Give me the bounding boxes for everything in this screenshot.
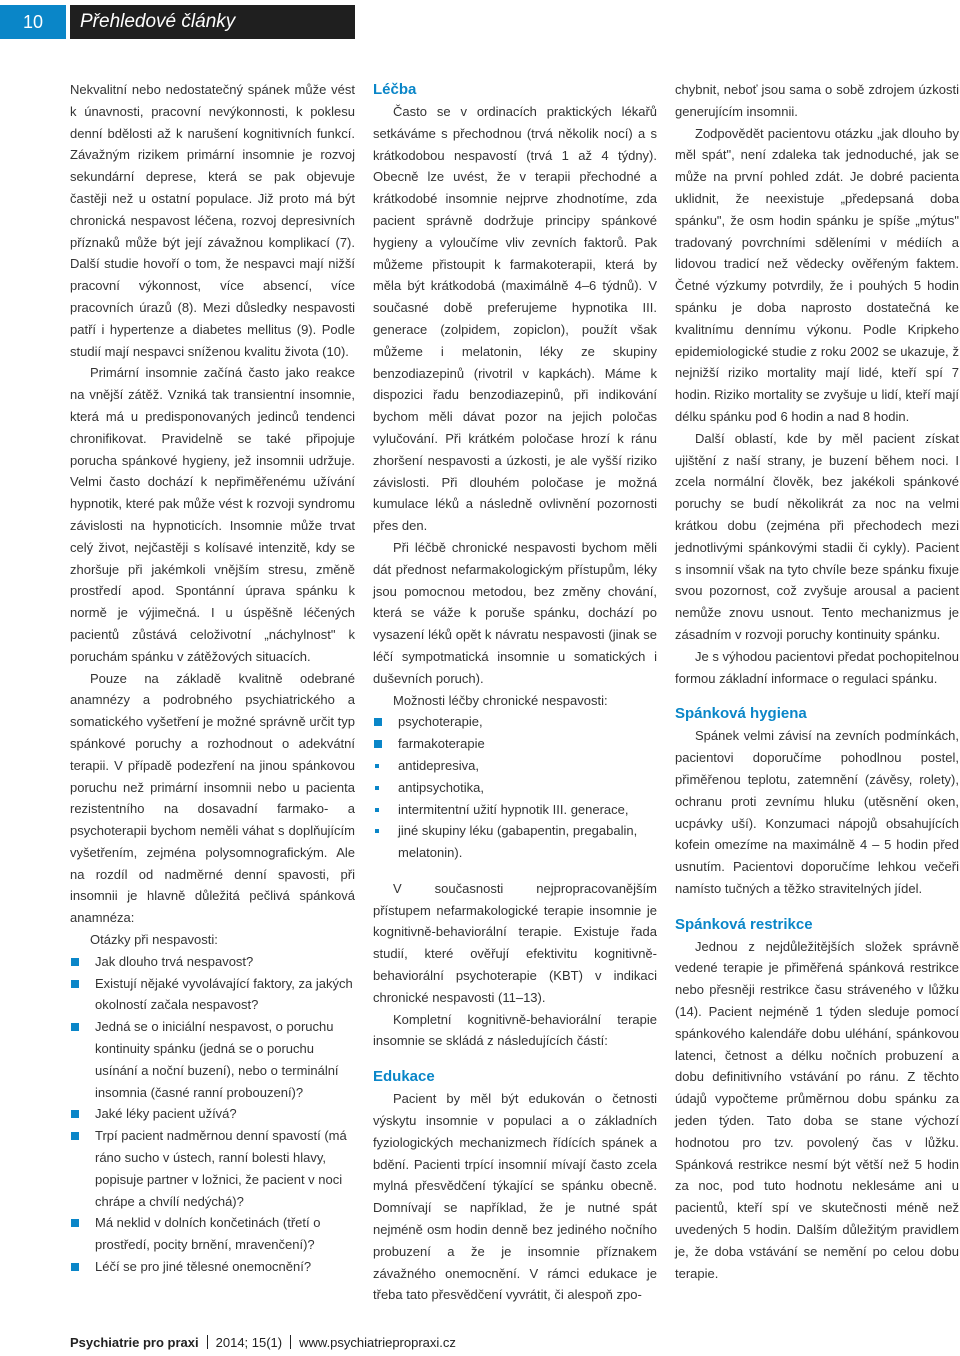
list-item: jiné skupiny léku (gabapentin, pregabalin, melatonin). — [373, 820, 657, 864]
square-bullet-icon — [71, 1110, 79, 1118]
col2-paragraph-5: Pacient by měl být edukován o četnosti výskytu insomnie v populaci a o základních fyziologických mechanizmech řídících spánek a bdění. Pacienti trpící insomnií mívají často zcela mylná přesvědčení týkající se spánku obecně. Domnívají se například, že je nutné spát nejméně osm hodin denně bez jediného nočního probuzení a že je insomnie příznakem závažného onemocnění. V rámci edukace je třeba tato přesvědčení vyvrátit, či alespoň zpo- — [373, 1091, 657, 1303]
column-2 — [373, 79, 657, 1306]
heading-spankova-restrikce: Spánková restrikce — [675, 915, 813, 933]
questions-intro: Otázky při nespavosti: — [90, 932, 218, 948]
list-item: Jak dlouho trvá nespavost? — [70, 951, 355, 973]
col2-paragraph-3: V současnosti nejpropracovanějším přístupem nefarmakologické terapie insomnie je kognitivně-behaviorální terapie. Existuje řada studií, které ověřují efektivitu kognitivně-behaviorální psychoterapie (KBT) v indikaci chronické nespavosti (11–13). — [373, 880, 657, 1005]
spacer — [373, 1052, 657, 1066]
col1-paragraph-3: Pouze na základě kvalitně odebrané anamnézy a podrobného psychiatrického a somatického vyšetření je možné správně určit typ spánkové poruchy a rozhodnout o adekvátní terapii. V případě podezření na jinou spánkovou poruchu než primární insomnii nebo u pacienta rezistentního na dosavadní farmako- a psychoterapii bychom neměli váhat s doplňujícím vyšetřením, zejména polysomnografickým. Ale na rozdíl od nadměrné denní spavosti, při insomnii je hlavně důležitá pečlivá spánková anamnéza: — [70, 670, 355, 926]
list-item: intermitentní užití hypnotik III. generace, — [373, 799, 657, 821]
spacer — [675, 689, 959, 703]
small-bullet-icon — [375, 786, 379, 790]
square-bullet-icon — [71, 958, 79, 966]
journal-website[interactable]: www.psychiatriepropraxi.cz — [299, 1335, 456, 1350]
list-item: Léčí se pro jiné tělesné onemocnění? — [70, 1256, 355, 1278]
col2-paragraph-4: Kompletní kognitivně-behaviorální terapie insomnie se skládá z následujících částí: — [373, 1011, 657, 1049]
journal-issue: 2014; 15(1) — [215, 1335, 283, 1350]
square-bullet-icon — [374, 740, 382, 748]
footer-divider — [290, 1335, 291, 1349]
list-item: Existují nějaké vyvolávající faktory, za jakých okolností začala nespavost? — [70, 973, 355, 1017]
column-1 — [70, 79, 355, 1278]
list-item: Jedná se o iniciální nespavost, o poruchu kontinuity spánku (jedná se o poruchu usínání a noční buzení), nebo o terminální insomnia (časné ranní probouzení)? — [70, 1016, 355, 1103]
page-header — [0, 5, 355, 39]
questions-list — [70, 951, 355, 1278]
col3-paragraph-5: Spánek velmi závisí na zevních podmínkách, pacientovi doporučíme pohodlnou postel, přiměřenou teplotu, zatemnění (závěsy, rolety), ochranu proti zevnímu hluku (utěsnění oken, ucpávky uší). Konzumaci nápojů obsahujících kofein omezíme na maximálně 4 – 5 hodin před usnutím. Pacientovi doporučíme lehkou večeři namísto tučných a těžko stravitelných jídel. — [675, 728, 959, 896]
col3-paragraph-3: Další oblastí, kde by měl pacient získat ujištění z naší strany, je buzení během noci. I zcela normální člověk, bez jakékoli spánkové poruchy se budí několikrát za noc na velmi krátkou dobu (zejména při přechodech mezi jednotlivými spánkovými stadii či cykly). Pacient s insomnií však na tyto chvíle beze spánku fixuje svou pozornost, což zvyšuje arousal a pacient nemůže znovu usnout. Tento mechanizmus je zásadním v rozvoji poruchy kontinuity spánku. — [675, 430, 959, 642]
list-item: farmakoterapie — [373, 733, 657, 755]
journal-name: Psychiatrie pro praxi — [70, 1335, 199, 1350]
square-bullet-icon — [374, 718, 382, 726]
col2-paragraph-1: Často se v ordinacích praktických lékařů setkáváme s přechodnou (trvá několik nocí) a s krátkodobou nespavostí (trvá 1 až 4 týdny). Obecně lze uvést, že v terapii přechodné a krátkodobé insomnie nejprve zhodnotíme, zda pacient správně dodržuje principy spánkové hygieny a vyloučíme vliv zevních faktorů. Pak můžeme přistoupit k farmakoterapii, která by měla být krátkodobá (maximálně 4–6 týdnů). V současné době preferujeme hypnotika III. generace (zolpidem, zopiclon), použít však můžeme i melatonin, léky ze skupiny benzodiazepinů (rivotril v kapkách). Máme k dispozici řadu benzodiazepinů, při indikování bychom měli dávat pozor na jejich poločas vylučování. Při krátkém poločase hrozí k ránu zhoršení nespavosti a úzkosti, je ale vyšší riziko závislosti. Při dlouhém poločase je možná kumulace léků a následně ovlivnění pozornosti přes den. — [373, 104, 657, 534]
square-bullet-icon — [71, 1023, 79, 1031]
square-bullet-icon — [71, 980, 79, 988]
page-number: 10 — [0, 5, 66, 39]
list-item: antidepresiva, — [373, 755, 657, 777]
small-bullet-icon — [375, 764, 379, 768]
options-intro: Možnosti léčby chronické nespavosti: — [393, 692, 608, 708]
col3-paragraph-1: chybnit, neboť jsou sama o sobě zdrojem úzkosti generujícím insomnii. — [675, 82, 959, 119]
list-item: Trpí pacient nadměrnou denní spavostí (má ráno sucho v ústech, ranní bolesti hlavy, popisuje partner v ložnici, že pacient v noci chrápe a chvílí nedýchá)? — [70, 1125, 355, 1212]
small-bullet-icon — [375, 808, 379, 812]
col3-paragraph-4: Je s výhodou pacientovi předat pochopitelnou formou základní informace o regulaci spánku. — [675, 648, 959, 686]
section-title: Přehledové články — [70, 5, 355, 39]
spacer — [675, 900, 959, 914]
options-list — [373, 711, 657, 755]
col1-paragraph-2: Primární insomnie začíná často jako reakce na vnější zátěž. Vzniká tak transientní insomnie, která má u predisponovaných jedinců tendenci chronifikovat. Pravidelně se také připojuje porucha spánkové hygieny, jež insomnii udržuje. Velmi často dochází k nepřiměřenému užívání hypnotik, které pak může vést k rozvoji syndromu závislosti na hypnoticích. Insomnie může trvat celý život, nejčastěji s kolísavé intenzitě, kdy se zhoršuje při jakémkoli vnějším stresu, změně prostředí apod. Spontánní úprava spánku k normě je výjimečná. I u úspěšně léčených pacientů zůstává celoživotní „náchylnost" k poruchám spánku v zátěžových situacích. — [70, 365, 355, 664]
list-item: antipsychotika, — [373, 777, 657, 799]
spacer — [373, 864, 657, 878]
page-footer — [70, 1335, 456, 1350]
col2-paragraph-2: Při léčbě chronické nespavosti bychom měli dát přednost nefarmakologickým přístupům, léky jsou pomocnou metodou, bez změny chování, která se váže k poruše spánku, dochází po vysazení léků opět k návratu nespavosti (jinak se léčí sympotmatická insomnie u somatických i duševních poruch). — [373, 539, 657, 686]
square-bullet-icon — [71, 1219, 79, 1227]
square-bullet-icon — [71, 1132, 79, 1140]
heading-spankova-hygiena: Spánková hygiena — [675, 705, 807, 723]
col3-paragraph-6: Jednou z nejdůležitějších složek správně vedené terapie je přiměřená spánková restrikce nebo přesněji restrikce času stráveného v lůžku (14). Pacient nejméně 1 týden sleduje pomocí spánkového kalendáře dobu uléhání, spánkovou latenci, četnost a délku nočních probuzení a dobu definitivního vstávání po ránu. Z těchto údajů vypočteme průměrnou dobu spánku za jeden týden. Tato doba se stane výchozí hodnotou pro tzv. povolený čas v lůžku. Spánková restrikce nesmí být větší než 5 hodin za noc, pod tuto hodnotu neklesáme ani u pacientů, kteří spí ve skutečnosti méně než uvedených 5 hodin. Dalším důležitým pravidlem je, že doba vstávání se nemění po celou dobu terapie. — [675, 938, 959, 1281]
column-3 — [675, 79, 959, 1284]
footer-divider — [207, 1335, 208, 1349]
square-bullet-icon — [71, 1263, 79, 1271]
col1-paragraph-1: Nekvalitní nebo nedostatečný spánek může vést k únavnosti, pracovní nevýkonnosti, k poklesu denní bdělosti až k narušení kognitivních funkcí. Závažným rizikem primární insomnie je rozvoj sekundární deprese, která se pak objevuje častěji než u ostatní populace. Již proto má být chronická nespavost léčena, rozvoj depresivních příznaků může být její závažnou komplikací (7). Další studie hovoří o tom, že nespavci mají nižší pracovní výkonnost, více absencí, více pracovních úrazů (8). Mezi důsledky nespavosti patří i hypertenze a diabetes mellitus (9). Podle studií mají nespavci sníženou kvalitu života (10). — [70, 82, 355, 359]
list-item: Jaké léky pacient užívá? — [70, 1103, 355, 1125]
small-bullet-icon — [375, 829, 379, 833]
heading-lecba: Léčba — [373, 81, 417, 98]
list-item: psychoterapie, — [373, 711, 657, 733]
col3-paragraph-2: Zodpovědět pacientovu otázku „jak dlouho by měl spát", není zdaleka tak jednoduché, jak se může na první pohled zdát. Je dobré pacienta uklidnit, že neexistuje „předepsaná doba spánku", že osm hodin spánku je spíše „mýtus" tradovaný povrchními sděleními v médiích a lidovou tradicí než vědecky ověřeným faktem. Četné výzkumy potvrdily, že i pouhých 5 hodin spánku je doba naprosto dostatečná ke kvalitnímu dennímu výkonu. Podle Kripkeho epidemiologické studie z roku 2002 se ukazuje, ž nejnižší riziko mortality mají lidé, kteří spí 7 hodin. Riziko mortality se zvyšuje u lidí, kteří mají délku spánku pod 6 hodin a nad 8 hodin. — [675, 125, 959, 424]
sub-options-list — [373, 755, 657, 864]
list-item: Má neklid v dolních končetinách (třetí o prostředí, pocity brnění, mravenčení)? — [70, 1212, 355, 1256]
heading-edukace: Edukace — [373, 1068, 435, 1086]
